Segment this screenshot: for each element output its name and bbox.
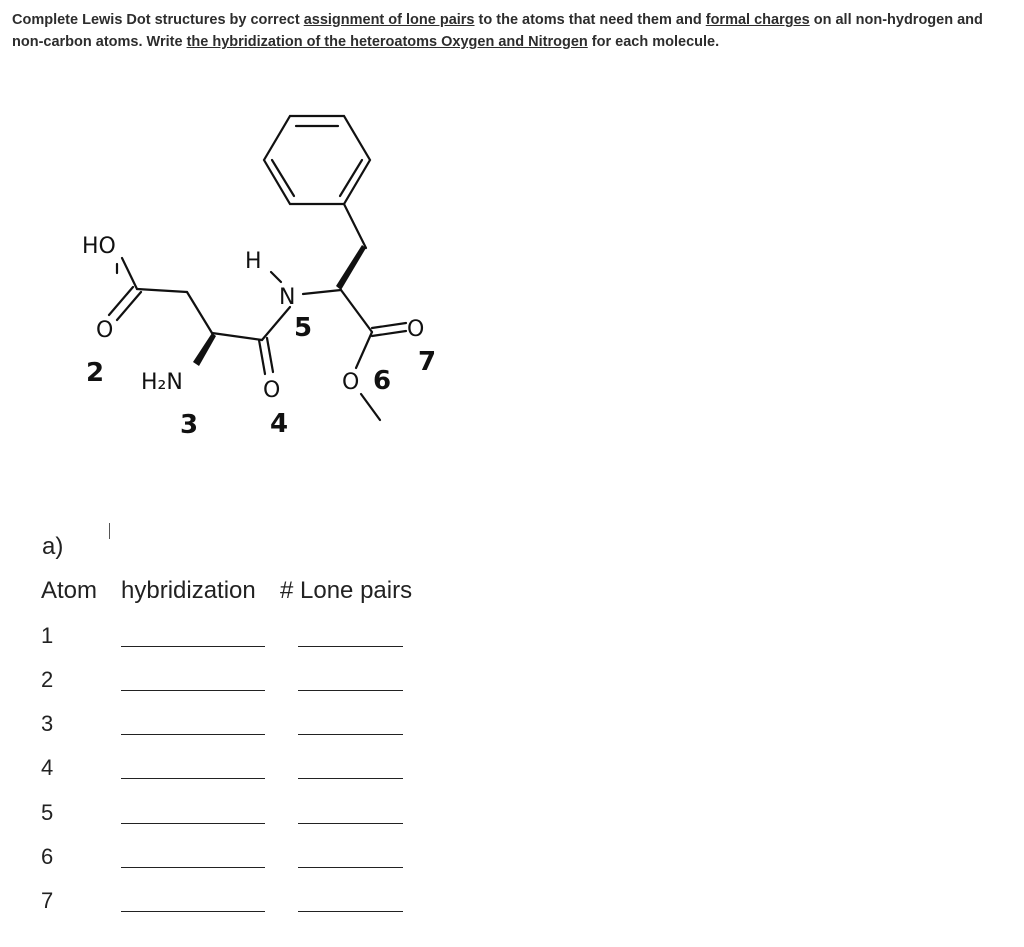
row-number-7: 7 [41, 888, 54, 913]
atom-numbers [86, 313, 436, 440]
term-hybridization: the hybridization of the heteroatoms Oxygen and Nitrogen [186, 34, 588, 50]
header-hybridization: hybridization [121, 577, 256, 604]
row-number-4: 4 [41, 755, 54, 780]
lone-pairs-blank-3[interactable] [298, 734, 403, 735]
instructions-part-3: on all non-hydrogen and non-carbon atoms. Write [12, 12, 983, 50]
number-2: 2 [86, 358, 105, 388]
wedge-bond-benzyl [336, 245, 366, 290]
lone-pairs-blank-7[interactable] [298, 911, 403, 912]
atom-h: H [245, 249, 262, 274]
hybridization-blank-2[interactable] [121, 690, 265, 691]
number-6: 6 [373, 366, 392, 396]
atom-ho: HO [82, 234, 116, 259]
hybridization-blank-5[interactable] [121, 823, 265, 824]
atom-o-acid: O [96, 318, 114, 343]
text-cursor [109, 523, 110, 539]
atom-o-ester: O [342, 370, 360, 395]
lone-pairs-blank-1[interactable] [298, 646, 403, 647]
number-4: 4 [270, 409, 289, 439]
atom-o-amide: O [263, 378, 281, 403]
atom-n-amide: N [279, 285, 296, 310]
instructions-part-4: for each molecule. [587, 34, 720, 50]
term-lone-pairs: assignment of lone pairs [303, 12, 475, 28]
hybridization-blank-7[interactable] [121, 911, 265, 912]
row-number-2: 2 [41, 667, 54, 692]
row-number-6: 6 [41, 844, 54, 869]
term-formal-charges: formal charges [705, 12, 810, 28]
instructions-part-2: to the atoms that need them and [474, 12, 706, 28]
lone-pairs-blank-4[interactable] [298, 778, 403, 779]
hybridization-blank-4[interactable] [121, 778, 265, 779]
hybridization-blank-6[interactable] [121, 867, 265, 868]
row-number-5: 5 [41, 800, 54, 825]
number-7: 7 [418, 347, 437, 377]
benzene-ring [264, 116, 370, 204]
number-3: 3 [180, 410, 199, 440]
header-lone-pairs: # Lone pairs [280, 577, 413, 604]
number-5: 5 [294, 313, 313, 343]
lone-pairs-blank-2[interactable] [298, 690, 403, 691]
lone-pairs-blank-6[interactable] [298, 867, 403, 868]
hybridization-blank-1[interactable] [121, 646, 265, 647]
row-number-3: 3 [41, 711, 54, 736]
row-number-1: 1 [41, 623, 54, 648]
wedge-bond-amino [193, 333, 216, 366]
section-label: a) [42, 533, 64, 560]
lone-pairs-blank-5[interactable] [298, 823, 403, 824]
atom-h2n: H₂N [141, 370, 183, 395]
atom-o-ester-double: O [407, 317, 425, 342]
header-atom: Atom [41, 577, 98, 604]
instructions-part-1: Complete Lewis Dot structures by correct [12, 12, 304, 28]
hybridization-blank-3[interactable] [121, 734, 265, 735]
